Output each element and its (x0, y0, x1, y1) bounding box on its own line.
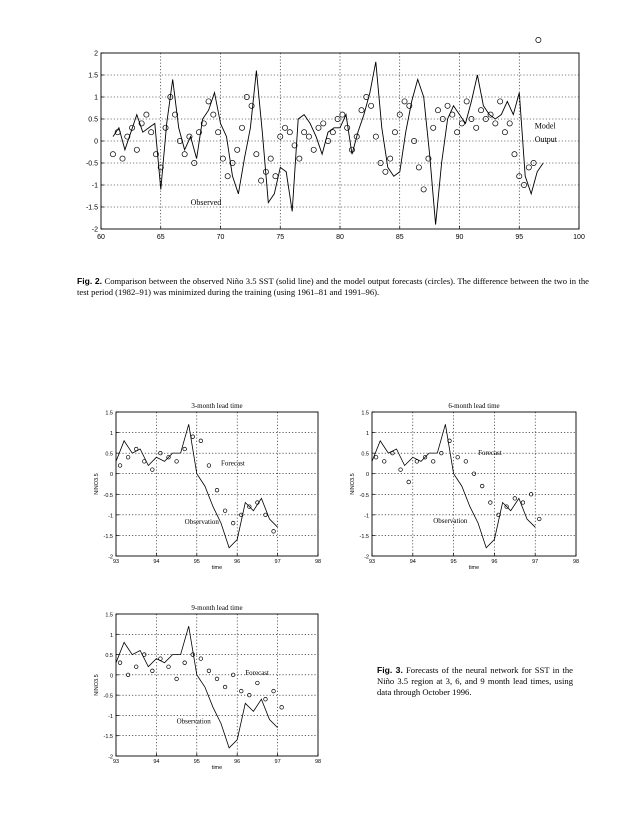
forecast-circle (118, 464, 122, 468)
forecast-circle (272, 689, 276, 693)
y-tick-label: -2 (91, 226, 98, 234)
forecast-circle (325, 138, 330, 143)
observation-annotation: Observation (184, 517, 219, 526)
x-tick-label: 98 (314, 559, 322, 565)
x-tick-label: 96 (234, 559, 241, 565)
forecast-circle (445, 103, 450, 108)
forecast-circle (215, 677, 219, 681)
forecast-circle (378, 160, 383, 165)
forecast-circle (359, 108, 364, 113)
forecast-circle (302, 130, 307, 135)
forecast-circle (206, 99, 211, 104)
fig3-caption (377, 665, 573, 698)
forecast-circle (175, 460, 179, 464)
forecast-circle (459, 121, 464, 126)
forecast-circle (488, 112, 493, 117)
forecast-circle (151, 669, 155, 673)
x-tick-label: 93 (368, 559, 376, 565)
forecast-circle (521, 501, 525, 505)
forecast-circle (416, 165, 421, 170)
forecast-circle (498, 99, 503, 104)
forecast-circle (306, 134, 311, 139)
forecast-circle (254, 152, 259, 157)
x-tick-label: 98 (572, 559, 580, 565)
x-axis-label: time (211, 565, 223, 571)
forecast-circle (149, 130, 154, 135)
y-tick-label: -2 (364, 554, 369, 561)
x-tick-label: 65 (156, 234, 165, 241)
forecast-circle (183, 447, 187, 451)
forecast-circle (402, 99, 407, 104)
forecast-circle (126, 455, 130, 459)
forecast-circle (239, 689, 243, 693)
x-tick-label: 94 (153, 559, 160, 565)
x-tick-label: 70 (216, 234, 225, 241)
forecast-circle (321, 121, 326, 126)
forecast-circle (489, 501, 493, 505)
y-tick-label: -1 (364, 513, 369, 520)
forecast-circle (502, 130, 507, 135)
y-tick-label: 0 (109, 673, 113, 680)
x-tick-label: 60 (97, 234, 105, 241)
x-tick-label: 75 (276, 234, 285, 241)
plot-frame (116, 412, 318, 556)
forecast-circle (199, 657, 203, 661)
forecast-circle (118, 661, 122, 665)
forecast-circle (415, 460, 419, 464)
forecast-circle (134, 147, 139, 152)
forecast-circle (223, 509, 227, 513)
forecast-circle (345, 125, 350, 130)
y-tick-label: -1 (108, 713, 113, 720)
x-tick-label: 97 (274, 759, 281, 765)
y-tick-label: 1.5 (88, 72, 98, 80)
x-axis-label: time (468, 565, 480, 571)
forecast-circle (134, 665, 138, 669)
y-tick-label: 0.5 (105, 451, 113, 458)
chart-title: 3-month lead time (191, 402, 243, 410)
fig2-caption-text: Comparison between the observed Niño 3.5 SST (solid line) and the model output forecasts (circles). The difference between the two in the test period (1982–91) was minimized during the training (using 1961–81 and 1991–96). (77, 276, 589, 297)
y-tick-label: 0.5 (105, 653, 113, 660)
forecast-circle (431, 125, 436, 130)
forecast-circle (120, 156, 125, 161)
forecast-circle (159, 657, 163, 661)
y-tick-label: 0 (365, 472, 369, 479)
forecast-circle (478, 108, 483, 113)
y-tick-label: 1 (109, 431, 113, 438)
forecast-circle (368, 103, 373, 108)
y-tick-label: 1.5 (361, 410, 369, 417)
forecast-circle (110, 152, 115, 157)
x-tick-label: 98 (314, 759, 322, 765)
forecast-circle (280, 706, 284, 710)
y-tick-label: 1 (365, 431, 369, 438)
y-tick-label: 0 (109, 472, 113, 479)
forecast-circle (220, 156, 225, 161)
forecast-circle (231, 521, 235, 525)
forecast-circle (249, 103, 254, 108)
x-tick-label: 95 (450, 559, 457, 565)
forecast-circle (311, 147, 316, 152)
y-tick-label: -1.5 (103, 734, 113, 741)
forecast-circle (474, 125, 479, 130)
y-tick-label: 1.5 (105, 410, 113, 417)
y-tick-label: -1 (91, 182, 98, 190)
fig3c-chart (90, 597, 340, 782)
x-tick-label: 96 (234, 759, 241, 765)
y-tick-label: -1 (108, 513, 113, 520)
forecast-circle (225, 174, 230, 179)
forecast-circle (199, 439, 203, 443)
forecast-circle (144, 112, 149, 117)
fig3-caption-text: Forecasts of the neural network for SST in the Niño 3.5 region at 3, 6, and 9 month lead times, using data through October 1996. (377, 665, 573, 697)
forecast-circle (507, 121, 512, 126)
forecast-annotation: Forecast (478, 449, 502, 458)
forecast-circle (464, 460, 468, 464)
x-tick-label: 95 (193, 559, 200, 565)
x-tick-label: 96 (491, 559, 498, 565)
forecast-circle (435, 108, 440, 113)
y-axis-label: NINO3.5 (350, 473, 356, 495)
forecast-circle (407, 480, 411, 484)
y-tick-label: 2 (94, 50, 98, 58)
forecast-circle (456, 455, 460, 459)
y-tick-label: 0 (94, 138, 98, 146)
forecast-circle (191, 435, 195, 439)
y-tick-label: 1 (94, 94, 98, 102)
forecast-circle (464, 99, 469, 104)
forecast-circle (340, 112, 345, 117)
output-annotation: Output (534, 134, 558, 144)
y-tick-label: 1.5 (105, 612, 113, 619)
x-axis-label: time (211, 765, 223, 771)
y-tick-label: -2 (108, 554, 113, 561)
forecast-circle (450, 112, 455, 117)
forecast-circle (235, 147, 240, 152)
forecast-circle (282, 125, 287, 130)
forecast-circle (163, 125, 168, 130)
forecast-circle (382, 460, 386, 464)
observation-annotation: Observation (176, 717, 211, 726)
forecast-circle (392, 130, 397, 135)
forecast-circle (383, 169, 388, 174)
y-tick-label: 1 (109, 632, 113, 639)
forecast-circle (259, 178, 264, 183)
x-tick-label: 95 (193, 759, 200, 765)
forecast-circle (151, 468, 155, 472)
forecast-circle (183, 661, 187, 665)
x-tick-label: 97 (274, 559, 281, 565)
forecast-circle (191, 653, 195, 657)
forecast-circle (537, 517, 541, 521)
fig2-chart (0, 40, 637, 290)
forecast-circle (421, 187, 426, 192)
observed-line (113, 62, 543, 225)
fig2-caption-label: Fig. 2. (77, 276, 103, 286)
observation-annotation: Observation (433, 517, 468, 526)
x-tick-label: 93 (112, 559, 120, 565)
x-tick-label: 85 (395, 234, 404, 241)
forecast-circle (373, 134, 378, 139)
forecast-annotation: Forecast (221, 459, 245, 468)
forecast-circle (142, 460, 146, 464)
forecast-circle (134, 447, 138, 451)
y-tick-label: 0.5 (88, 116, 98, 124)
forecast-circle (431, 460, 435, 464)
forecast-circle (526, 165, 531, 170)
chart-title: 9-month lead time (191, 604, 243, 612)
forecast-circle (182, 152, 187, 157)
forecast-circle (207, 464, 211, 468)
fig3-caption-label: Fig. 3. (377, 665, 403, 675)
forecast-circle (480, 484, 484, 488)
forecast-circle (374, 455, 378, 459)
forecast-circle (216, 130, 221, 135)
y-tick-label: -2 (108, 754, 113, 761)
forecast-circle (175, 677, 179, 681)
fig2-caption (77, 276, 589, 298)
forecast-circle (513, 497, 517, 501)
forecast-circle (256, 681, 260, 685)
forecast-circle (297, 156, 302, 161)
y-axis-label: NINO3.5 (94, 473, 100, 495)
forecast-circle (211, 112, 216, 117)
x-tick-label: 94 (409, 559, 416, 565)
model-annotation: Model (534, 121, 556, 131)
forecast-annotation: Forecast (245, 668, 269, 677)
fig3a-chart (90, 395, 340, 580)
fig3b-chart (345, 395, 595, 580)
forecast-circle (316, 125, 321, 130)
y-tick-label: -0.5 (359, 492, 369, 499)
y-tick-label: 0.5 (361, 451, 369, 458)
forecast-circle (399, 468, 403, 472)
y-tick-label: -1.5 (359, 533, 369, 540)
y-axis-label: NINO3.5 (94, 674, 100, 696)
forecast-circle (493, 121, 498, 126)
x-tick-label: 94 (153, 759, 160, 765)
y-tick-label: -0.5 (103, 693, 113, 700)
forecast-circle (239, 125, 244, 130)
forecast-circle (391, 451, 395, 455)
x-tick-label: 90 (455, 234, 464, 241)
y-tick-label: -0.5 (85, 160, 98, 168)
forecast-circle (215, 488, 219, 492)
chart-title: 6-month lead time (448, 402, 500, 410)
observed-annotation: Observed (190, 197, 222, 207)
plot-frame (116, 614, 318, 756)
forecast-circle (273, 174, 278, 179)
forecast-circle (223, 685, 227, 689)
y-tick-label: -1.5 (103, 533, 113, 540)
forecast-circle (268, 156, 273, 161)
forecast-circle (388, 156, 393, 161)
forecast-circle (264, 697, 268, 701)
x-tick-label: 100 (573, 234, 585, 241)
x-tick-label: 93 (112, 759, 120, 765)
forecast-circle (167, 665, 171, 669)
x-tick-label: 95 (515, 234, 524, 241)
x-tick-label: 80 (336, 234, 344, 241)
x-tick-label: 97 (532, 559, 539, 565)
forecast-circle (536, 37, 541, 42)
plot-frame (372, 412, 576, 556)
forecast-circle (330, 130, 335, 135)
forecast-circle (272, 530, 276, 534)
forecast-circle (287, 130, 292, 135)
forecast-circle (512, 152, 517, 157)
y-tick-label: -1.5 (85, 204, 98, 212)
forecast-circle (455, 130, 460, 135)
forecast-circle (207, 669, 211, 673)
y-tick-label: -0.5 (103, 492, 113, 499)
